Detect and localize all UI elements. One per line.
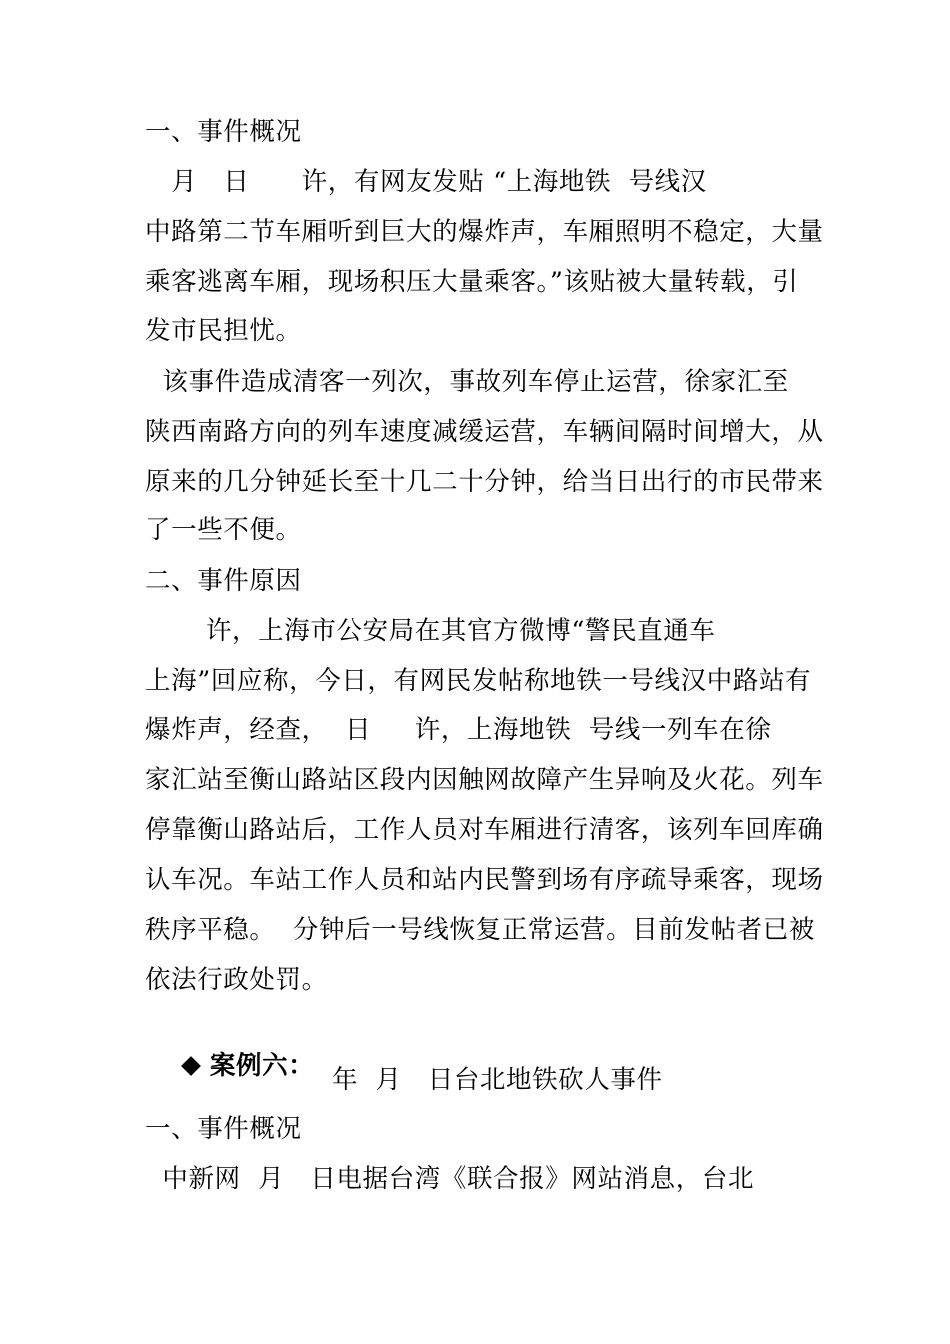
section2-heading: 二、事件原因 [145,566,302,596]
section1-p1-line2: 中路第二节车厢听到巨大的爆炸声，车厢照明不稳定，大量 [145,217,824,247]
section1-p2-line4: 了一些不便。 [145,515,302,545]
section2-p1-line7: 秩序平稳。 分钟后一号线恢复正常运营。目前发帖者已被 [145,915,815,945]
section1-heading: 一、事件概况 [145,117,302,147]
section1-p1-line1: 月 日 许，有网友发贴 “上海地铁 号线汉 [145,167,707,197]
section2-p1-line8: 依法行政处罚。 [145,965,328,995]
case6-label: 案例六： [209,1051,315,1081]
case6-heading: 一、事件概况 [145,1114,302,1144]
section2-p1-line1: 许，上海市公安局在其官方微博“警民直通车 [145,616,716,646]
case6-label-row [142,1012,314,1120]
section2-p1-line5: 停靠衡山路站后，工作人员对车厢进行清客，该列车回库确 [145,815,824,845]
section2-p1-line4: 家汇站至衡山路站区段内因触网故障产生异响及火花。列车 [145,765,824,795]
section1-p2-line2: 陕西南路方向的列车速度减缓运营，车辆间隔时间增大，从 [145,417,824,447]
case6-p1-line1: 中新网 月 日电据台湾《联合报》网站消息，台北 [145,1164,755,1194]
section2-p1-line2: 上海”回应称，今日，有网民发帖称地铁一号线汉中路站有 [145,666,812,696]
section1-p1-line4: 发市民担忧。 [145,316,302,346]
section1-p1-line3: 乘客逃离车厢，现场积压大量乘客。”该贴被大量转载，引 [145,267,799,297]
section2-p1-line6: 认车况。车站工作人员和站内民警到场有序疏导乘客，现场 [145,865,824,895]
case6-title: 年 月 日台北地铁砍人事件 [332,1065,663,1095]
section1-p2-line1: 该事件造成清客一列次，事故列车停止运营，徐家汇至 [145,367,789,397]
diamond-bullet-icon [181,1056,201,1076]
section2-p1-line3: 爆炸声，经查， 日 许，上海地铁 号线一列车在徐 [145,715,772,745]
section1-p2-line3: 原来的几分钟延长至十几二十分钟，给当日出行的市民带来 [145,467,824,497]
